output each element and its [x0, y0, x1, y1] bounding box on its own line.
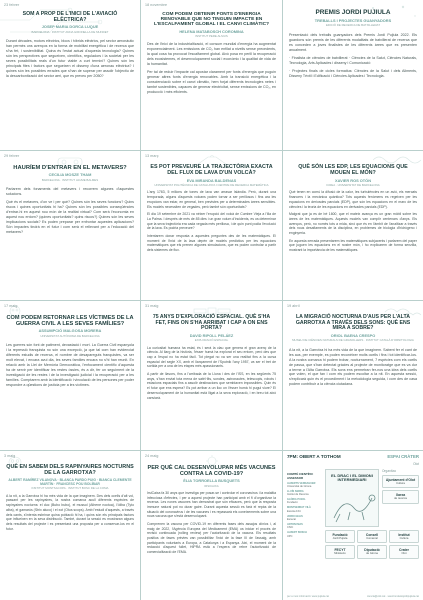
- logo-name: Consell: [365, 532, 379, 537]
- organizer-logo: [382, 475, 419, 488]
- promo-venue: ESPAI CRÀTER: [387, 454, 419, 459]
- talk-card: [141, 451, 282, 600]
- talk-title: 75 ANYS D'EXPLORACIÓ ESPACIAL. QUÈ S'HA FET, FINS ON S'HA ARRIBAT I CAP A ON ENS PORTA?: [152, 314, 271, 332]
- talk-date: 17 maig: [4, 304, 18, 308]
- talk-card: [283, 151, 423, 300]
- talk-paragraph: L'any 1783, 5 milions de tones de lava van arrasar Islàndia. Però, durant una temporada, alguns d'aquests volcans poden tornar a ser perillosos i fins ara les erupcions van estar, en general, ben previstes per a determinades àrees sensibles. Els models necessiten de vegades, però també són oportunitats?: [147, 190, 276, 209]
- logo-name: Ajuntament d'Olot: [385, 477, 416, 482]
- talk-body: [147, 346, 276, 401]
- talk-title: QUÈ SÓN LES EDP, LES EQUACIONS QUE MOUEN EL MÓN?: [298, 164, 408, 176]
- talk-author: HELENA MATABOSCH COROMINA: [179, 28, 244, 34]
- talk-date: 24 maig: [145, 454, 159, 458]
- talk-affiliation: UNIVERSITAT POLITÈCNICA DE CATALUNYA I CENTRE DE RECERCA MATEMÀTICA: [154, 183, 269, 188]
- logo-name: Crater: [399, 548, 409, 553]
- talk-card: [283, 301, 423, 450]
- committee-heading: COMITÈ CIENTÍFIC ASSESSOR: [287, 471, 314, 480]
- logo-name: Xarxa: [395, 493, 406, 498]
- logo-name: FECYT: [334, 548, 346, 553]
- committee-member: ALBERTS VERDAGUER: [287, 481, 316, 485]
- committee-member: GLÒRIA PUJOL: [287, 498, 306, 502]
- talk-author: ORIOL BAENA CRESPO: [330, 332, 376, 338]
- logo-sub: de Girona: [366, 552, 378, 556]
- logo-name: Diputació: [364, 548, 380, 553]
- logo-sub: de recerca: [394, 497, 407, 501]
- partner-logo: [357, 545, 387, 558]
- poster-title: EL DRAC I EL DIMONI INTERMEDIARI: [331, 472, 373, 483]
- talk-paragraph: El dia 19 setembre de 2021 va néixer l'erupció del volcà de Cumbre Vieja a l'illa de La Palma. I després de més de 85 dies i un gran volum d'incidents, es va determinar que la seva trajectòria era cada vegada més perillosa, i de quin punt podia l'evolució de la lava. Es podria preveure?: [147, 212, 276, 231]
- promo-footer: [287, 595, 419, 598]
- poster-column: [325, 469, 419, 559]
- talk-paragraph: La curiositat humana ha estat, és i serà la clau que genera el gran avenç de la ciència. Al llarg de la història, l'ésser humà ha explorat el seu entorn, però des que cap a l'espai no ha estat fàcil. Tot plegat no va ser una realitat fins a la cursa espacial del segle XX, amb el llançament de l'Sputnik l'any 1957, va ser el tret de sortida per a una de les etapes més apassionants.: [147, 345, 276, 369]
- talk-affiliation: IRSICAIXA: [204, 483, 219, 488]
- partner-logo: [389, 545, 419, 558]
- committee-member: ALBERT BOSCH: [287, 531, 307, 535]
- logo-sub: Olot: [401, 552, 407, 556]
- talk-paragraph: Parlarem dels fonaments del metavers i recorrem algunes d'aquestes solucions.: [6, 187, 134, 197]
- talk-title: LA MIGRACIÓ NOCTURNA D'AUS PER L'ALTA GARROTXA A TRAVÉS DELS SONS: QUÈ ENS MIRA A SOBRE?: [295, 314, 411, 332]
- talk-card: [0, 151, 140, 300]
- logo-sub: Jordi Pujiula: [332, 537, 348, 541]
- talk-author: ASSUMPCIÓ MALGOSA MORERA: [38, 328, 102, 334]
- talk-date: 31 maig: [145, 304, 159, 308]
- footer-contact-link[interactable]: ciencia@olot.cat · www.fundaciojordipujiula.cat: [366, 595, 419, 598]
- talk-affiliation: ICREA · UNIVERSITAT DE BARCELONA: [326, 183, 380, 188]
- committee-org: Fundació: [287, 501, 298, 505]
- talk-date: 13 març: [145, 154, 159, 158]
- talk-title: QUÈ EN SABEM DELS RAPINYAIRES NOCTURNS DE LA GARROTXA?: [6, 464, 134, 476]
- talk-author: XAVIER ROS OTÓN: [334, 177, 372, 183]
- committee-org: CSIC: [287, 526, 294, 530]
- talk-body: [147, 491, 276, 555]
- talk-title: HAURÍEM D'ENTRAR EN EL METAVERS?: [13, 165, 127, 171]
- talk-paragraph: A partir de llavors, fins a l'arribada de la Lluna i des de l'ISS, en les següents 75 anys, s'han enviat tota mena de satèl·lits, sondes, astronautes, telescopis, robots i estacions espacials fins a assolir destinacions que semblaven impossibles. Quin és el futur que ens espera? Es pot arribar a un lloc on l'ésser humà hi pugui viure? El desenvolupament de la humanitat està lligat a la seva exploració, i en breu tot això canviarà.: [147, 372, 276, 400]
- committee-org: Institut de Recerca: [287, 493, 309, 497]
- talk-date: 29 febrer: [4, 154, 20, 158]
- committee-member: ANTONI MAS: [287, 523, 303, 527]
- talk-paragraph: Malgrat que ja es de bé 1600, que el mateix avança es un gran mòbil sobre les àrees de les matemàtiques. Aquests models van complir centenars d'anys. Els avenços, però, no només tots a mida, sinó que és en l'àmbit de l'analitzar a través dels nous desafiaments de la disciplina, en problemes de biologia d'hidrògeno i enginyeria.: [289, 212, 417, 235]
- talk-paragraph: Comprenen la vacuna per COVID-19 en diferents fases dels assajos clínics i, al maig de 2022, l'Agència Europea del Medicament (EMA) va iniciar el procés de revisió continuada (rolling review) per l'autorització de la vacuna. Els resultats positius de fases prèvies van possibilitar l'inici de la fase III de l'assaig, amb participants voluntaris a Europa, a Catalunya i a Espanya. Així, el moment de la redacció d'aquest fullet, HIPRA està a l'espera de rebre l'autorització de comercialització de l'EMA.: [147, 522, 276, 555]
- dragon-poster: [325, 469, 379, 527]
- talk-date: 18 novembre: [145, 3, 168, 7]
- talk-paragraph: A la nit, a la Garrotxa hi ha més vida de la que imaginem. Des dels ocells d'alt vol, passant per les rapinyaires, la nostra comarca acull diferents espècies de rapinyaires nocturns: el duc (Bubo bubo), el mussol (Athene noctua), l'òliba (Tyto alba), el gamarús (Strix aluco) i el xot (Otus scops). Amb l'estudi d'aquests, a través dels cants, s'intenta esbrinar quina població hi ha, i quins són els principals factors que influeixen en la seva distribució. També, durant la sessió es mostraran alguns dels resultats del projecte i es presentarà una proposta per a conservar-los en el futur.: [6, 493, 134, 531]
- talk-title: COM PODEM OBTENIR FONTS D'ENERGIA RENOVABLE QUE NO TINGUIN IMPACTE EN L'ESCALFAMENT GLOBAL I EL CANVI CLIMÀTIC?: [153, 12, 270, 28]
- talk-affiliation: MUSEU DE CIÈNCIES NATURALS DE GRANOLLERS · INSTITUT CATALÀ D'ORNITOLOGIA: [292, 338, 414, 343]
- talk-body: [6, 343, 134, 388]
- talk-paragraph: Què tenen en comú la difusió de la calor, les turbulències en un avió, els mercats financers i la mecànica quàntica? Tots aquests fenòmens es regeixen per les equacions en derivades parcials (EDP), que són les equacions en el marc de les ciències i la teoria de les equacions en derivades parcials (EDP).: [289, 190, 417, 209]
- logo-sub: Cultura: [399, 537, 409, 541]
- talk-card: [283, 0, 423, 150]
- talk-title: PREMIS JORDI PUJIULA: [315, 9, 391, 16]
- promo-title: 7PM: OBERT A TOTHOM: [287, 454, 341, 459]
- partner-logo: [325, 545, 355, 558]
- talk-body: [6, 187, 134, 235]
- talk-date: 19 abril: [287, 304, 300, 308]
- talk-author: EVA MIRANDA BALDENAS: [186, 177, 237, 183]
- dragon-illustration: [326, 484, 380, 524]
- talk-author: DAVID RIPOLL PELÁEZ: [189, 332, 234, 338]
- talk-affiliation: BARCELONA · INSTITUT ANNA GIRONELLA DE MUNDET: [31, 29, 109, 34]
- committee-member: JORDI GELIS: [287, 514, 303, 518]
- talk-title: ES POT PREVEURE LA TRAJECTÒRIA EXACTA DEL FLUX DE LAVA D'UN VOLCÀ?: [150, 164, 273, 176]
- logo-name: Fundació: [332, 532, 348, 537]
- logo-sub: Ministerio: [334, 552, 346, 556]
- talk-affiliation: INSTITUT PERE ALSIUS: [195, 34, 228, 38]
- committee-org: UPC: [287, 534, 293, 538]
- talk-author: JOSEP MARIA DORCA LUQUE: [41, 24, 99, 30]
- talk-affiliation: UNIVERSITAT AUTÒNOMA DE BARCELONA: [40, 333, 100, 338]
- committee-column: [287, 469, 321, 559]
- talk-affiliation: EXPLORACIÓ ESPACIAL: [194, 338, 229, 343]
- promo-header: [287, 455, 419, 466]
- committee-org: Universitat de Girona: [287, 484, 312, 488]
- committee-org: Escola d'Art: [287, 509, 301, 513]
- talk-card: [141, 151, 282, 300]
- talk-body: [147, 42, 276, 95]
- talk-author: ALBERT RAMÍREZ VILANOVA · BLANCA PARDO PUIG · BIANCA CLEMENTE MARTÍN · FRANCESC POU BOLÍBAR: [8, 477, 132, 486]
- committee-org: Eurecat: [287, 518, 296, 522]
- organize-label: Organitza: [382, 468, 396, 473]
- footer-info-link[interactable]: per a més informació: www.pujiula.cat: [287, 595, 329, 598]
- partner-logo: [389, 530, 419, 543]
- talk-body: [6, 494, 134, 532]
- logo-sub: Cultura: [396, 482, 405, 486]
- talk-date: 23 febrer: [4, 3, 20, 7]
- partner-logo: [325, 530, 355, 543]
- talk-body: [6, 39, 134, 79]
- talk-paragraph: En aquesta xerrada presentarem les matemàtiques subjacents i parlarem del paper que juguen les equacions en el nostre món, i ho explicarem de forma senzilla, mostrant la importància de les matemàtiques.: [289, 238, 417, 253]
- talk-title: PER QUÈ CAL DESENVOLUPAR MÉS VACUNES CONTRA LA COVID-19?: [147, 465, 276, 478]
- promo-place: Olot: [413, 461, 419, 466]
- talk-card: [0, 451, 140, 600]
- committee-member: LLUÍS SERRA: [287, 489, 304, 493]
- promo-panel: [283, 451, 423, 600]
- talk-body: [289, 33, 417, 79]
- talk-paragraph: Per tal de reduir l'impacte cal apostar clarament per fonts d'energia que puguin generar altres fonts d'energia renovables. Amb la transició energètica i la conscienciació sobre el canvi climàtic, hem forjat diferents tecnologies netes i també sostenibles, capaces de generar electricitat, sense emissions de CO₂, en producció i més eficients.: [147, 70, 276, 95]
- talk-title: SOM A PROP DE L'INICI DE L'AVIACIÓ ELÈCTRICA?: [22, 11, 118, 23]
- logo-sub: Comarcal: [366, 537, 378, 541]
- committee-list: [287, 482, 321, 539]
- talk-paragraph: · Finalista de ciències de batxillerat · Ciències de la Salut, Ciències Naturals, Tecnologia, Arts Aplicades i disseny i Comunicació: [289, 55, 417, 65]
- talk-author: ÈLIA TORROELLA BUSQUETS: [183, 478, 240, 484]
- talk-paragraph: Durant dècades, motors elèctrics, blocs i híbrids elèctrics, pel sector aeronàutic han permès uns avenços en la forma de mobilitat energètica i de recerca que s'ha fet, i sostenibilitat. Quina és l'estat actual d'aquesta tecnologia? Quines són les perspectives que segueixen, científics, reguladors i la societat per les seves possibilitats reals d'un futur viable a curt termini? Quines són les principals fites i factors que segueixen el disseny d'una aeronau elèctrica? I quines són les possibles errades que s'han de superar per assolir l'objectiu de la descarbonització del sector aeri, que es preveu per 2050?: [6, 39, 134, 78]
- talk-paragraph: Presentació dels treballs guanyadors dels Premis Jordi Pujiula 2022. Els guardons són premis de les diferents modalitats de batxillerat de recerca que es conceden a joves finalistes de les diferents àrees que es presenten anualment.: [289, 32, 417, 52]
- talk-body: [147, 190, 276, 252]
- talk-card: [0, 301, 140, 450]
- logo-name: Institut: [398, 532, 410, 537]
- talk-date: 3 maig: [4, 454, 16, 458]
- talk-author: CECILIA MOSZE THAM: [48, 172, 92, 178]
- talk-card: [141, 301, 282, 450]
- talk-card: [0, 0, 140, 150]
- talk-title: COM PODEM RETORNAR LES VÍCTIMES DE LA GUERRA CIVIL A LES SEVES FAMÍLIES?: [6, 315, 134, 328]
- talk-paragraph: · Projectes finals de cicles formatius: Ciències de la Salut i dels Aliments, Disseny Tèxtil i Edificació i Ciències Aplicades i Tecnologia.: [289, 68, 417, 78]
- talk-paragraph: Què és el metavers, d'on ve i per què? Quines són les seves funcions? Quins riscos i quines oportunitats hi ha? Quines són les possibles conseqüències d'entrar-hi en aquest nou món de la realitat virtual? Com serà l'economia en aquest nou entorn? (quines oportunitats? quins riscos?) Quines són les seves implicacions socials? Es poden preparar per enfrontar aquestes aplicacions? Són impactes tindrà en el futur i com serà el rellevant per a l'educació del metavers?: [6, 200, 134, 234]
- talk-card: [141, 0, 282, 150]
- committee-member: MONTSERRAT VILÀ: [287, 506, 311, 510]
- partner-logo: [357, 530, 387, 543]
- talk-paragraph: IrsiCaixa fa 30 anys que investiga per posar-se i controlar el coronavirus i la malaltia infecciosa d'efectes, i per a aquest projecte han participat amb el fi d'organitzar la recerca. Les noves vacunes han demostrat que són eficaces, però que la resposta immune natural pot no durar gaire. Durant aquesta sessió es farà el repàs de la situació del coronavirus i de les vacunes i es repassarà els coneixements sobre una nova vacuna que s'està desenvolupant.: [147, 490, 276, 519]
- talk-paragraph: Des de l'inici de la industrialització, el consum mundial d'energia ha augmentat exponencialment. Les emissions de CO₂ han enfilat a nivells sense precedents, la qual cosa ha provocat l'escalfament global. Això posa en perill la recuperació dels ecosistemes, el desenvolupament social i econòmic i la qualitat de vida de la humanitat.: [147, 42, 276, 67]
- talk-affiliation: INSTITUT MONTSACOPA · INSTITUT BOSC DE LA COMA: [31, 486, 109, 491]
- talk-author: TREBALLS I PROJECTES GUANYADORS: [314, 17, 392, 23]
- talk-paragraph: A la nit, a la Garrotxa hi ha més vida de la que imaginem. Sabent fer el cant de les aus, per exemple, es poden reconèixer molts ocells i fins i tot identificar-los. A la nostra comarca hi podem trobar, nocturnament, 7 espècies com els ocells de passa, que s'han detectat gràcies al projecte de monitoratge que es va dur a terme a l'Alta Garrotxa. Els sons ens permetran fer-nos una idea dels ocells que volen, el que fan i com els podem escoltar a la nit. En aquesta sessió, s'explicarà quin és el procediment i la metodologia seguida, i com des de casa podem contribuir a la ciència ciutadana.: [289, 347, 417, 387]
- organizer-logo: [382, 490, 419, 503]
- talk-affiliation: EDICIÓ DE RECERCA DE BATXILLERAT: [325, 23, 381, 28]
- talk-body: [289, 190, 417, 252]
- talk-affiliation: BARCELONA · INSTITUT JAUME BALMES: [41, 177, 99, 182]
- talk-paragraph: Intentarem donar resposta a aquestes preguntes des de les matemàtiques. El moment de l'inici de la lava depèn de models predictius per les equacions matemàtiques que els prenen algunes simulacions, que es poden controlar a partir dels sistemes de flux.: [147, 233, 276, 253]
- talk-body: [289, 348, 417, 388]
- talk-paragraph: Les guerres són font de patiment, devastació i mort. La Guerra Civil espanyola i la repressió franquista no són una excepció, ja que tal com han evidenciat diferents estudis de recerca, el nombre de desapareguts franquistes, va ser molt elevat, i encara avui dia, les seves famílies encara no s'hi han reunit. En relació amb la Llei de Memòria Democràtica, l'enfocament científic d'aquesta ha de servir per identificar les restes òssies, és a dir, fer un seguiment de la investigació de les restes i de la investigació judicial i la recuperació per a les famílies. Comptarem amb la identificació i vinculació de les persones per poder respondre a qüestions de justícia per a les víctimes.: [6, 342, 134, 387]
